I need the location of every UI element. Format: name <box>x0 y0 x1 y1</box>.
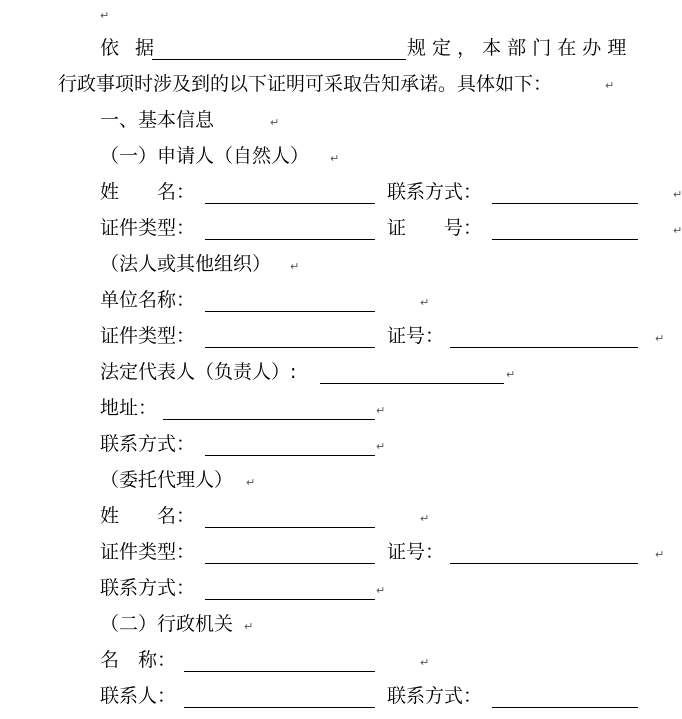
field-agency-contact-person[interactable] <box>184 707 375 708</box>
label-id-no: 证号： <box>387 541 445 563</box>
heading-legal-person: （法人或其他组织） <box>100 253 272 275</box>
label-address: 地址： <box>100 397 158 419</box>
field-legal-contact[interactable] <box>205 455 375 456</box>
field-applicant-id-type[interactable] <box>205 239 375 240</box>
heading-agent: （委托代理人） <box>100 469 234 491</box>
paragraph-mark: ↵ <box>270 116 280 129</box>
paragraph-mark: ↵ <box>246 476 256 489</box>
paragraph-mark: ↵ <box>290 260 300 273</box>
paragraph-mark: ↵ <box>673 224 682 237</box>
label-agency-name: 名 称： <box>100 649 177 671</box>
field-agent-id-type[interactable] <box>205 563 375 564</box>
heading-agency: （二）行政机关 <box>100 613 234 635</box>
field-legal-id-no[interactable] <box>450 347 638 348</box>
paragraph-mark: ↵ <box>420 296 430 309</box>
paragraph-mark: ↵ <box>330 152 340 165</box>
label-name: 姓 名： <box>100 505 196 527</box>
field-applicant-id-no[interactable] <box>492 239 638 240</box>
label-contact-person: 联系人： <box>100 685 177 707</box>
field-address[interactable] <box>163 419 375 420</box>
paragraph-mark: ↵ <box>376 404 386 417</box>
label-name: 姓 名： <box>100 181 196 203</box>
paragraph-mark: ↵ <box>100 9 110 22</box>
paragraph-mark: ↵ <box>420 512 430 525</box>
label-id-type: 证件类型： <box>100 541 196 563</box>
field-agent-contact[interactable] <box>205 599 375 600</box>
label-contact: 联系方式： <box>100 433 196 455</box>
field-applicant-name[interactable] <box>205 203 375 204</box>
paragraph-mark: ↵ <box>655 548 665 561</box>
label-contact: 联系方式： <box>387 685 483 707</box>
label-id-no: 证号： <box>387 325 445 347</box>
label-id-type: 证件类型： <box>100 217 196 239</box>
field-applicant-contact[interactable] <box>492 203 638 204</box>
label-id-type: 证件类型： <box>100 325 196 347</box>
label-contact: 联系方式： <box>100 577 196 599</box>
paragraph-mark: ↵ <box>244 620 254 633</box>
label-id-no: 证 号： <box>387 217 483 239</box>
paragraph-mark: ↵ <box>376 584 386 597</box>
intro-lead: 依 据 <box>100 37 160 59</box>
heading-applicant-natural: （一）申请人（自然人） <box>100 145 310 167</box>
paragraph-mark: ↵ <box>655 332 665 345</box>
label-contact: 联系方式： <box>387 181 483 203</box>
field-legal-id-type[interactable] <box>205 347 375 348</box>
section-basic-info: 一、基本信息 <box>100 109 215 131</box>
intro-tail: 规 定 ， 本 部 门 在 办 理 <box>407 37 627 59</box>
label-legal-rep: 法定代表人（负责人）: <box>100 361 297 383</box>
field-unit-name[interactable] <box>205 311 375 312</box>
label-unit-name: 单位名称： <box>100 289 196 311</box>
intro-line2: 行政事项时涉及到的以下证明可采取告知承诺。具体如下： <box>58 73 553 95</box>
field-agency-contact[interactable] <box>492 707 638 708</box>
field-agent-name[interactable] <box>205 527 375 528</box>
paragraph-mark: ↵ <box>506 368 516 381</box>
field-agency-name[interactable] <box>184 671 375 672</box>
paragraph-mark: ↵ <box>420 656 430 669</box>
paragraph-mark: ↵ <box>673 188 682 201</box>
regulation-blank[interactable] <box>152 59 406 60</box>
paragraph-mark: ↵ <box>376 440 386 453</box>
paragraph-mark: ↵ <box>605 79 615 92</box>
field-legal-rep[interactable] <box>320 383 504 384</box>
field-agent-id-no[interactable] <box>450 563 638 564</box>
